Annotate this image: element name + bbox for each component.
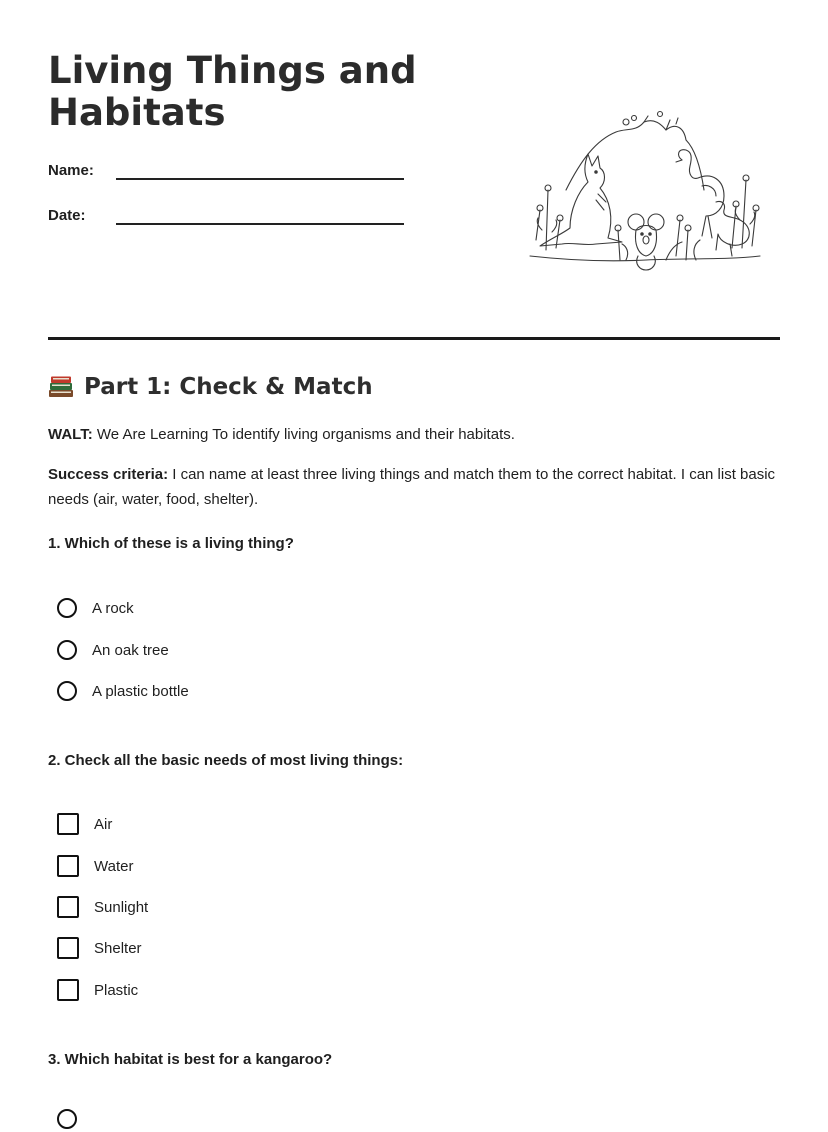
success-criteria-label: Success criteria: [48,466,169,483]
success-criteria-text: I can name at least three living things and match them to the correct habitat. I can list basic needs (air, water, food, shelter). [48,466,776,508]
option-label: Shelter [94,939,142,957]
q2-option-plastic[interactable] [57,977,138,1003]
question-1: 1. Which of these is a living thing? [48,535,294,552]
option-label: Water [94,857,134,875]
q2-option-shelter[interactable] [57,935,142,961]
worksheet-title [48,50,468,134]
date-field[interactable] [48,201,408,231]
q2-option-air[interactable] [57,811,112,837]
walt-paragraph [48,422,778,447]
checkbox[interactable] [57,896,79,918]
question-3: 3. Which habitat is best for a kangaroo? [48,1051,333,1068]
australian-animals-sketch-icon [526,110,762,276]
part1-heading-text: Part 1: Check & Match [84,374,373,400]
success-criteria-paragraph [48,462,778,512]
option-label: A plastic bottle [92,682,189,700]
checkbox[interactable] [57,855,79,877]
title-line-1: Living Things and [48,49,417,92]
date-label: Date: [48,207,86,224]
q3-option-partial[interactable] [57,1106,92,1132]
radio-button[interactable] [57,1109,77,1129]
walt-label: WALT: [48,426,93,443]
name-label: Name: [48,162,94,179]
option-label: An oak tree [92,641,169,659]
radio-button[interactable] [57,681,77,701]
checkbox[interactable] [57,979,79,1001]
name-field[interactable] [48,156,408,186]
q2-option-water[interactable] [57,853,133,879]
option-label: A rock [92,599,134,617]
question-2: 2. Check all the basic needs of most living things: [48,752,404,769]
checkbox[interactable] [57,813,79,835]
date-line[interactable] [116,223,404,225]
option-label: Air [94,815,113,833]
checkbox[interactable] [57,937,79,959]
q1-option-oak-tree[interactable] [57,637,169,663]
radio-button[interactable] [57,598,77,618]
radio-button[interactable] [57,640,77,660]
option-label: Plastic [94,981,139,999]
option-label: Sunlight [94,898,149,916]
q2-option-sunlight[interactable] [57,894,148,920]
walt-text: We Are Learning To identify living organisms and their habitats. [92,426,515,443]
title-line-2: Habitats [48,91,226,134]
name-line[interactable] [116,178,404,180]
part1-heading [48,374,373,400]
q1-option-plastic-bottle[interactable] [57,678,189,704]
books-icon [48,375,74,399]
section-divider [48,337,780,340]
q1-option-rock[interactable] [57,595,134,621]
